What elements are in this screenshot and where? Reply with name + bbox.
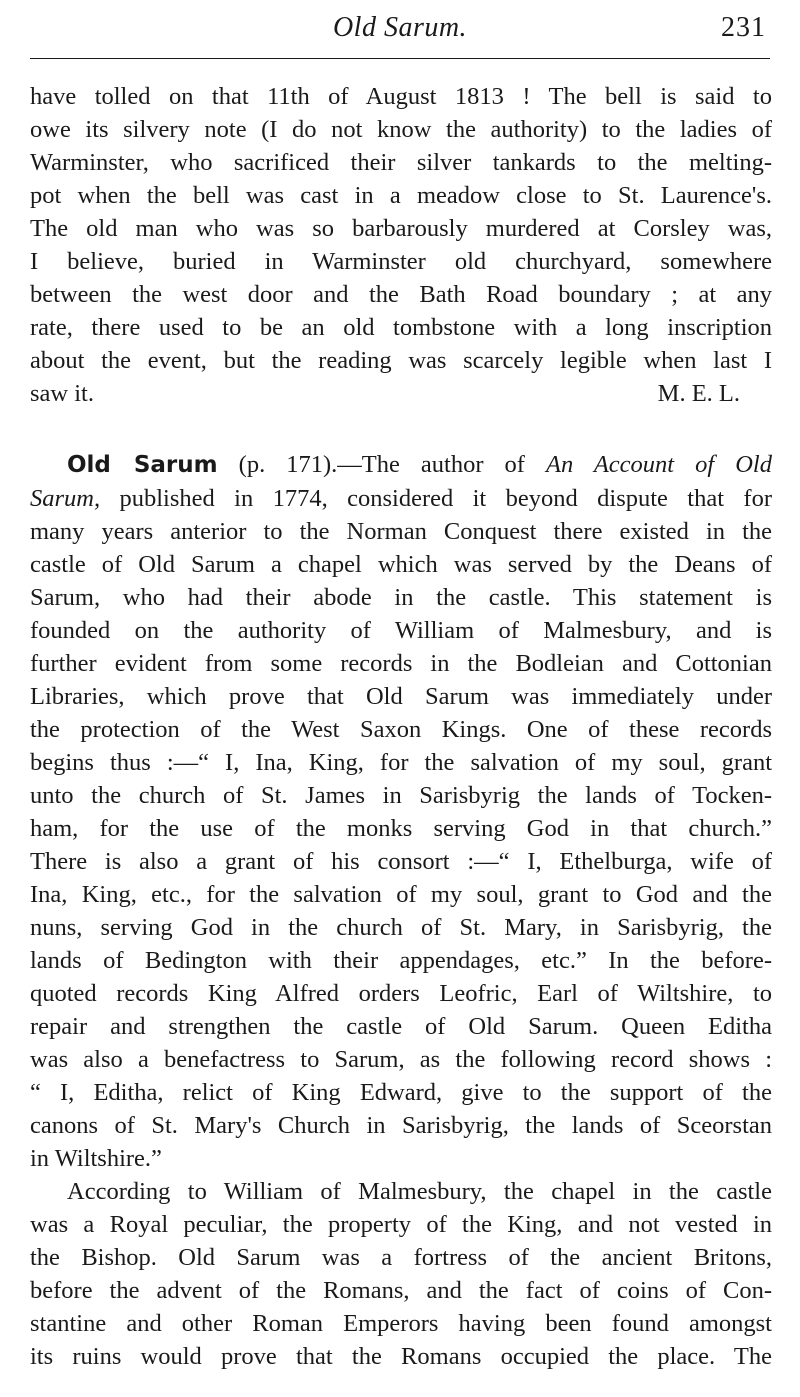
text-line: castle of Old Sarum a chapel which was served by the Deans of bbox=[30, 551, 772, 578]
signature-line bbox=[30, 377, 772, 410]
text-line: was a Royal peculiar, the property of the King, and not vested in bbox=[30, 1211, 772, 1238]
text-line: begins thus :—“ I, Ina, King, for the salvation of my soul, grant bbox=[30, 749, 772, 776]
text-line: about the event, but the reading was scarcely legible when last I bbox=[30, 347, 772, 374]
text-line: further evident from some records in the Bodleian and Cottonian bbox=[30, 650, 772, 677]
text-line: stantine and other Roman Emperors having been found amongst bbox=[30, 1310, 772, 1337]
text-line: repair and strengthen the castle of Old Sarum. Queen Editha bbox=[30, 1013, 772, 1040]
paragraph-old-sarum bbox=[30, 448, 772, 1175]
text-line: rate, there used to be an old tombstone with a long inscription bbox=[30, 314, 772, 341]
text-line: canons of St. Mary's Church in Sarisbyrig, the lands of Sceorstan bbox=[30, 1112, 772, 1139]
text-line: I believe, buried in Warminster old churchyard, somewhere bbox=[30, 248, 772, 275]
text-line: in Wiltshire.” bbox=[30, 1145, 162, 1172]
text-line: “ I, Editha, relict of King Edward, give to the support of the bbox=[30, 1079, 772, 1106]
text-line: the Bishop. Old Sarum was a fortress of the ancient Britons, bbox=[30, 1244, 772, 1271]
paragraph-continuation bbox=[30, 80, 772, 410]
text-fragment: published in 1774, considered it beyond dispute that for bbox=[100, 485, 772, 512]
page-header bbox=[30, 0, 770, 56]
text-line bbox=[30, 448, 772, 482]
text-line: The old man who was so barbarously murdered at Corsley was, bbox=[30, 215, 772, 242]
text-line: quoted records King Alfred orders Leofric, Earl of Wiltshire, to bbox=[30, 980, 772, 1007]
header-rule bbox=[30, 58, 770, 59]
text-line: Ina, King, etc., for the salvation of my soul, grant to God and the bbox=[30, 881, 772, 908]
text-line: ham, for the use of the monks serving God in that church.” bbox=[30, 815, 772, 842]
text-line: unto the church of St. James in Sarisbyrig the lands of Tocken- bbox=[30, 782, 772, 809]
paragraph-malmesbury bbox=[30, 1175, 772, 1373]
text-line: Sarum, who had their abode in the castle. This statement is bbox=[30, 584, 772, 611]
text-line: lands of Bedington with their appendages, etc.” In the before- bbox=[30, 947, 772, 974]
entry-heading: Old Sarum bbox=[67, 452, 218, 478]
running-title: Old Sarum. bbox=[332, 12, 468, 43]
text-line: was also a benefactress to Sarum, as the following record shows : bbox=[30, 1046, 772, 1073]
signature: M. E. L. bbox=[657, 380, 740, 407]
text-line: have tolled on that 11th of August 1813 ! The bell is said to bbox=[30, 83, 772, 110]
text-fragment: (p. 171).—The author of bbox=[217, 451, 546, 478]
text-line: There is also a grant of his consort :—“ I, Ethelburga, wife of bbox=[30, 848, 772, 875]
book-title: An Account of Old bbox=[546, 451, 772, 478]
text-line: the protection of the West Saxon Kings. One of these records bbox=[30, 716, 772, 743]
text-line: Libraries, which prove that Old Sarum was immediately under bbox=[30, 683, 772, 710]
text-line bbox=[30, 482, 772, 515]
page-number: 231 bbox=[721, 12, 766, 43]
text-line: many years anterior to the Norman Conquest there existed in the bbox=[30, 518, 772, 545]
text-line: pot when the bell was cast in a meadow close to St. Laurence's. bbox=[30, 182, 772, 209]
text-line: Warminster, who sacrificed their silver tankards to the melting- bbox=[30, 149, 772, 176]
text-line: its ruins would prove that the Romans occupied the place. The bbox=[30, 1343, 772, 1370]
text-line: saw it. bbox=[30, 380, 94, 407]
page-body bbox=[30, 80, 772, 1373]
text-line: between the west door and the Bath Road boundary ; at any bbox=[30, 281, 772, 308]
book-title: Sarum, bbox=[30, 485, 101, 512]
text-line: before the advent of the Romans, and the fact of coins of Con- bbox=[30, 1277, 772, 1304]
text-line: nuns, serving God in the church of St. Mary, in Sarisbyrig, the bbox=[30, 914, 772, 941]
text-line: owe its silvery note (I do not know the authority) to the ladies of bbox=[30, 116, 772, 143]
section-gap bbox=[30, 410, 772, 448]
text-line: According to William of Malmesbury, the chapel in the castle bbox=[67, 1178, 772, 1205]
text-line: founded on the authority of William of Malmesbury, and is bbox=[30, 617, 772, 644]
